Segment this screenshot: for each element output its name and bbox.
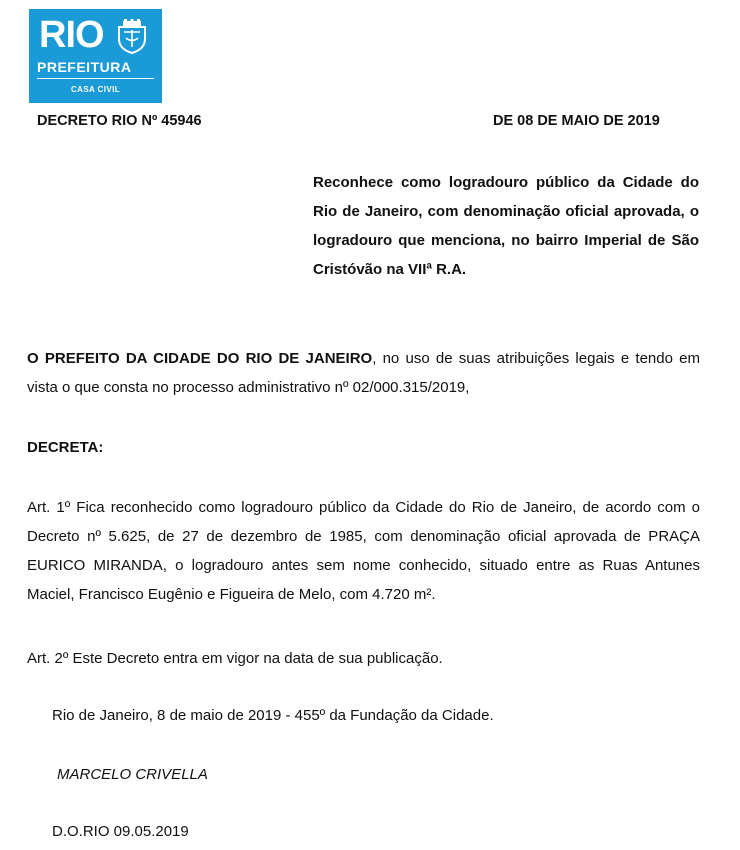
logo-rio-text: RIO [39, 14, 104, 56]
prefeitura-logo [29, 9, 162, 103]
preamble-authority: O PREFEITO DA CIDADE DO RIO DE JANEIRO [27, 350, 373, 367]
preamble-text: , no uso de suas atribuições legais e tendo em vista o que consta no processo administrativo nº 02/000.315/2019, [27, 350, 700, 396]
closing-date: Rio de Janeiro, 8 de maio de 2019 - 455º da Fundação da Cidade. [52, 707, 494, 724]
decree-number: DECRETO RIO Nº 45946 [37, 113, 202, 129]
decree-date: DE 08 DE MAIO DE 2019 [493, 113, 660, 129]
decreta-heading: DECRETA: [27, 439, 104, 456]
city-crest-icon [115, 19, 149, 55]
decree-summary: Reconhece como logradouro público da Cidade do Rio de Janeiro, com denominação oficial aprovada, o logradouro que menciona, no bairro Imperial de São Cristóvão na VIIª R.A. [313, 174, 699, 278]
article-2: Art. 2º Este Decreto entra em vigor na data de sua publicação. [27, 650, 443, 667]
logo-prefeitura-text: PREFEITURA [37, 59, 132, 75]
signature: MARCELO CRIVELLA [57, 766, 208, 783]
logo-casa-civil-text: CASA CIVIL [70, 85, 121, 94]
publication-reference: D.O.RIO 09.05.2019 [52, 823, 189, 840]
logo-divider [37, 78, 154, 79]
article-1: Art. 1º Fica reconhecido como logradouro público da Cidade do Rio de Janeiro, de acordo com o Decreto nº 5.625, de 27 de dezembro de 1985, com denominação oficial aprovada de PRAÇA EURICO MIRANDA, o logradouro antes sem nome conhecido, situado entre as Ruas Antunes Maciel, Francisco Eugênio e Figueira de Melo, com 4.720 m². [27, 499, 700, 603]
preamble [27, 344, 700, 402]
